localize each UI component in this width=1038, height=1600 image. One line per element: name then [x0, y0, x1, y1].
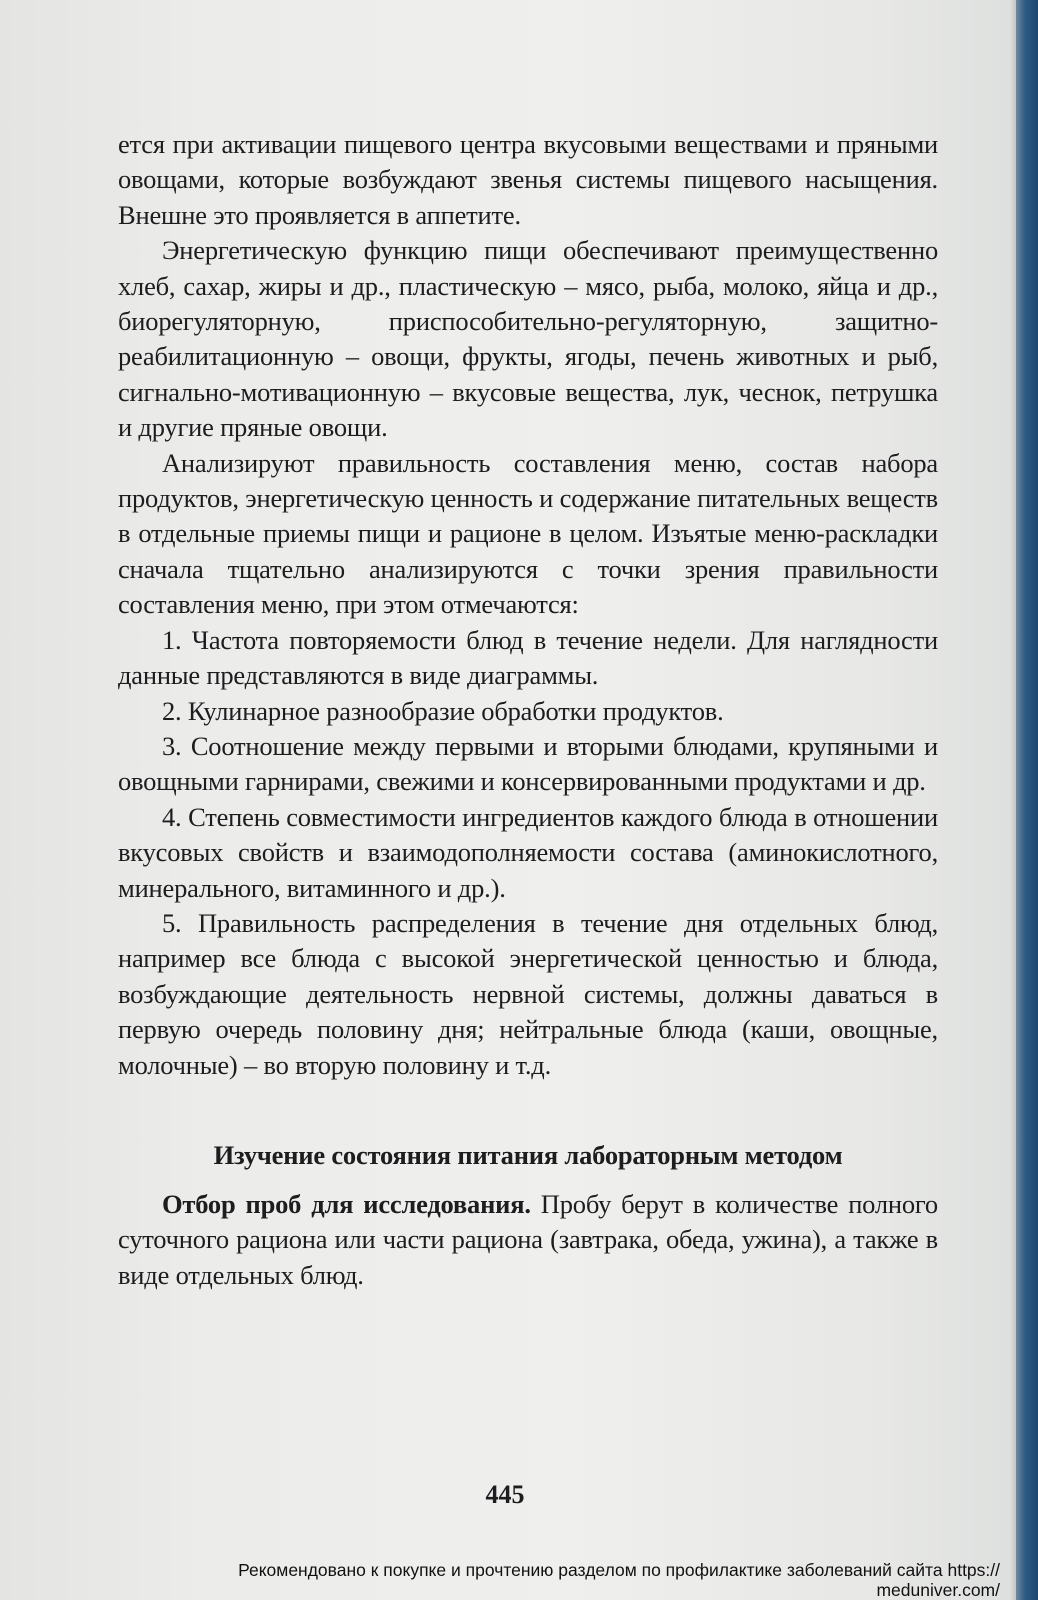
list-item-3: 3. Соотношение между первыми и вторыми блюдами, крупяными и овощными гарнирами, свежими и консервированными продуктами и др. — [118, 730, 938, 797]
page-body — [118, 127, 938, 1293]
list-item-1: 1. Частота повторяемости блюд в течение недели. Для наглядности данные представляются в виде диаграммы. — [118, 624, 938, 691]
footer-line-1: Рекомендовано к покупке и прочтению разделом по профилактике заболеваний сайта https:// — [238, 1560, 1000, 1580]
paragraph-menu-analysis: Анализируют правильность составления меню, состав набора продуктов, энергетическую ценность и содержание питательных веществ в отдельные приемы пищи и рационе в целом. Изъятые меню-раскладки сначала тщательно анализируются с точки зрения правильности составления меню, при этом отмечаются: — [118, 447, 938, 620]
page-number: 445 — [485, 1480, 525, 1509]
footer-line-2[interactable]: meduniver.com/ — [876, 1580, 1000, 1600]
paragraph-continuation: ется при активации пищевого центра вкусовыми веществами и пряными овощами, которые возбуждают звенья системы пищевого насыщения. Внешне это проявляется в аппетите. — [118, 129, 938, 230]
footer-watermark — [100, 1560, 1000, 1600]
sampling-lead-rest: Пробу берут в количестве полного суточного рациона или части рациона (завтрака, обеда, ужина), а также в виде отдельных блюд. — [118, 1188, 938, 1290]
list-item-2: 2. Кулинарное разнообразие обработки продуктов. — [162, 695, 724, 726]
list-item-4: 4. Степень совместимости ингредиентов каждого блюда в отношении вкусовых свойств и взаимодополняемости состава (аминокислотного, минерального, витаминного и др.). — [118, 801, 938, 903]
book-cover-edge — [1016, 0, 1038, 1600]
paragraph-sampling — [118, 1187, 938, 1293]
paragraph-energy-function: Энергетическую функцию пищи обеспечивают преимущественно хлеб, сахар, жиры и др., пластическую – мясо, рыба, молоко, яйца и др., биорегуляторную, приспособительно-регуляторную, защитно-реабилитационную – овощи, фрукты, ягоды, печень животных и рыб, сигнально-мотивационную – вкусовые вещества, лук, чеснок, петрушка и другие пряные овощи. — [118, 235, 938, 443]
section-heading: Изучение состояния питания лабораторным методом — [213, 1139, 843, 1170]
list-item-5: 5. Правильность распределения в течение дня отдельных блюд, например все блюда с высокой энергетической ценностью и блюда, возбуждающие деятельность нервной системы, должны даваться в первую очередь половину дня; нейтральные блюда (каши, овощные, молочные) – во вторую половину и т.д. — [118, 907, 938, 1080]
sampling-lead-bold: Отбор проб для исследования. — [162, 1188, 531, 1219]
